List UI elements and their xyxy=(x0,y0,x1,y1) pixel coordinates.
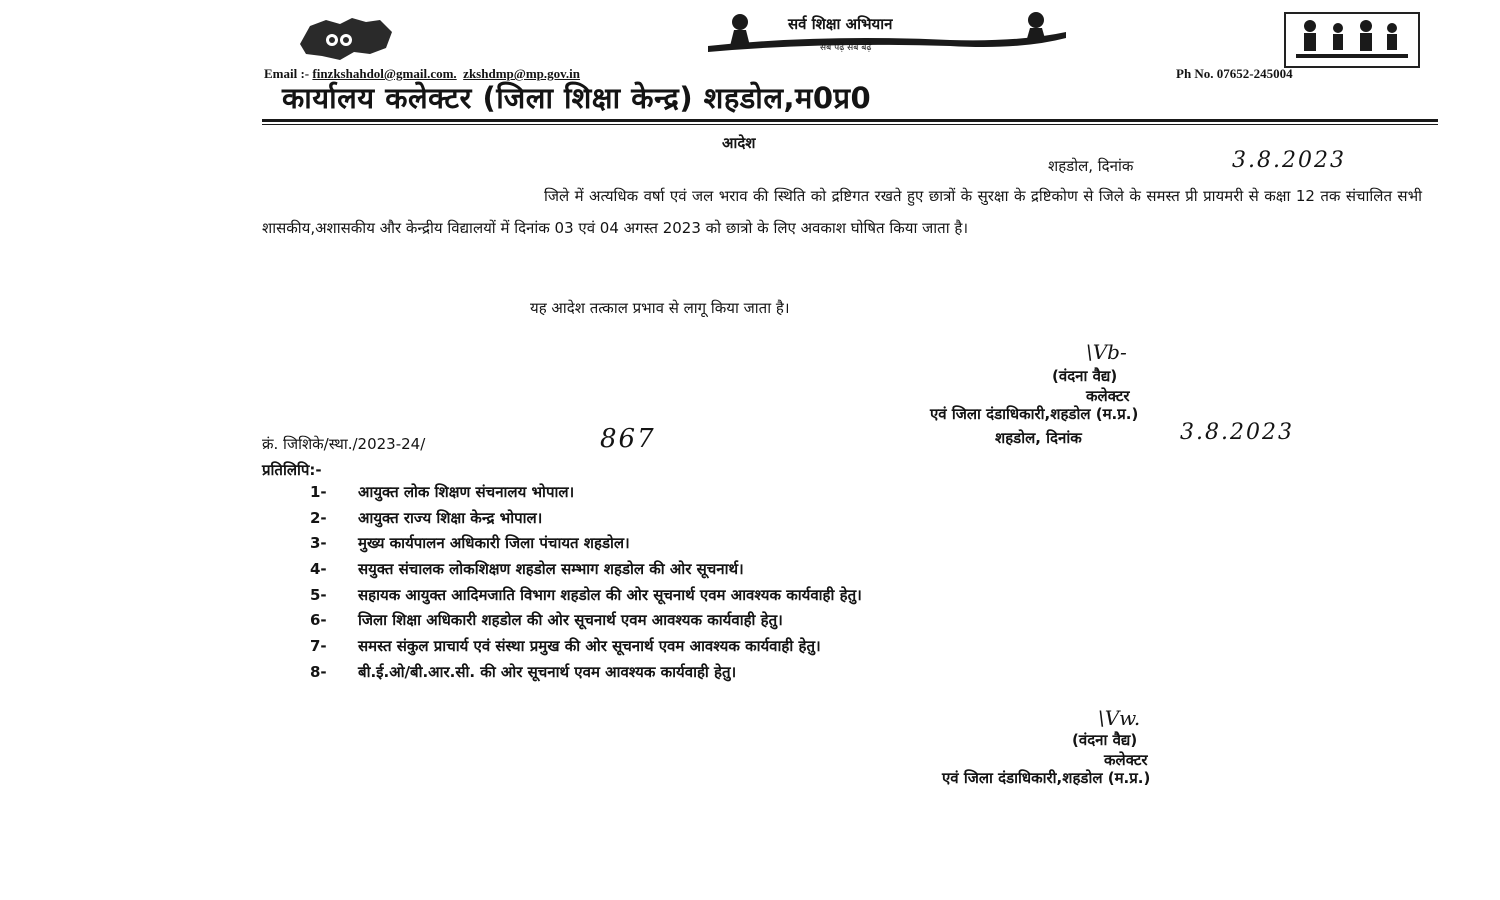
signatory-magistrate-1: एवं जिला दंडाधिकारी,शहडोल (म.प्र.) xyxy=(930,405,1139,423)
list-item: 8- बी.ई.ओ/बी.आर.सी. की ओर सूचनार्थ एवम आवश्यक कार्यवाही हेतु। xyxy=(310,662,737,681)
signatory-name-2: (वंदना वैद्य) xyxy=(1072,731,1138,749)
email-link-2[interactable]: zkshdmp@mp.gov.in xyxy=(463,66,581,81)
copies-list xyxy=(310,482,862,688)
phone-number: Ph No. 07652-245004 xyxy=(1176,66,1293,81)
signatory-magistrate-2: एवं जिला दंडाधिकारी,शहडोल (म.प्र.) xyxy=(942,769,1151,787)
copies-label: प्रतिलिपि:- xyxy=(262,461,322,479)
list-item: 2- आयुक्त राज्य शिक्षा केन्द्र भोपाल। xyxy=(310,508,543,527)
email-label: Email :- xyxy=(264,66,313,81)
list-item: 5- सहायक आयुक्त आदिमजाति विभाग शहडोल की ओर सूचनार्थ एवम आवश्यक कार्यवाही हेतु। xyxy=(310,585,862,604)
office-title: कार्यालय कलेक्टर (जिला शिक्षा केन्द्र) शहडोल,म0प्र0 xyxy=(282,81,872,115)
list-item: 7- समस्त संकुल प्राचार्य एवं संस्था प्रमुख की ओर सूचनार्थ एवम आवश्यक कार्यवाही हेतु। xyxy=(310,637,821,656)
order-title: आदेश xyxy=(722,134,756,152)
reference-date-label: शहडोल, दिनांक xyxy=(995,429,1082,447)
logo-center-tagline: सब पढ़ें सब बढ़ें xyxy=(820,43,872,53)
order-paragraph: जिले में अत्यधिक वर्षा एवं जल भराव की स्थिति को द्रष्टिगत रखते हुए छात्रों के सुरक्षा के द्रष्टिकोण से जिले के समस्त प्री प्रायमरी से कक्षा 12 तक संचालित सभी शासकीय,अशासकीय और केन्द्रीय विद्यालयों में दिनांक 03 एवं 04 अगस्त 2023 को छात्रो के लिए अवकाश घोषित किया जाता है। xyxy=(262,187,1422,237)
list-item: 1- आयुक्त लोक शिक्षण संचनालय भोपाल। xyxy=(310,483,575,501)
header-divider-thin xyxy=(262,124,1438,125)
email-link-1[interactable]: finzkshahdol@gmail.com. xyxy=(312,66,457,81)
signatory-name-1: (वंदना वैद्य) xyxy=(1052,367,1118,385)
reference-number: क्रं. जिशिके/स्था./2023-24/ xyxy=(262,435,426,453)
signature-mark-2: \Vw. xyxy=(1098,706,1141,730)
sarva-shiksha-abhiyan-logo xyxy=(700,10,1070,58)
header-divider xyxy=(262,119,1438,122)
reference-number-handwritten: 867 xyxy=(600,424,656,454)
reference-date-handwritten: 3.8.2023 xyxy=(1180,420,1294,445)
list-item: 6- जिला शिक्षा अधिकारी शहडोल की ओर सूचनार्थ एवम आवश्यक कार्यवाही हेतु। xyxy=(310,611,783,630)
list-item: 3- मुख्य कार्यपालन अधिकारी जिला पंचायत शहडोल। xyxy=(310,534,630,553)
signature-mark-1: \Vb- xyxy=(1086,340,1127,364)
order-date-label: शहडोल, दिनांक xyxy=(1048,157,1134,175)
logo-center-text: सर्व शिक्षा अभियान xyxy=(788,15,893,33)
list-item: 4- सयुक्त संचालक लोकशिक्षण शहडोल सम्भाग शहडोल की ओर सूचनार्थ। xyxy=(310,560,744,579)
signatory-role-2: कलेक्टर xyxy=(1104,751,1148,769)
mp-state-logo xyxy=(296,14,396,66)
education-logo xyxy=(1284,12,1420,68)
order-date-handwritten: 3.8.2023 xyxy=(1232,148,1346,173)
signatory-role-1: कलेक्टर xyxy=(1086,387,1130,405)
effect-line: यह आदेश तत्काल प्रभाव से लागू किया जाता है। xyxy=(530,299,790,317)
